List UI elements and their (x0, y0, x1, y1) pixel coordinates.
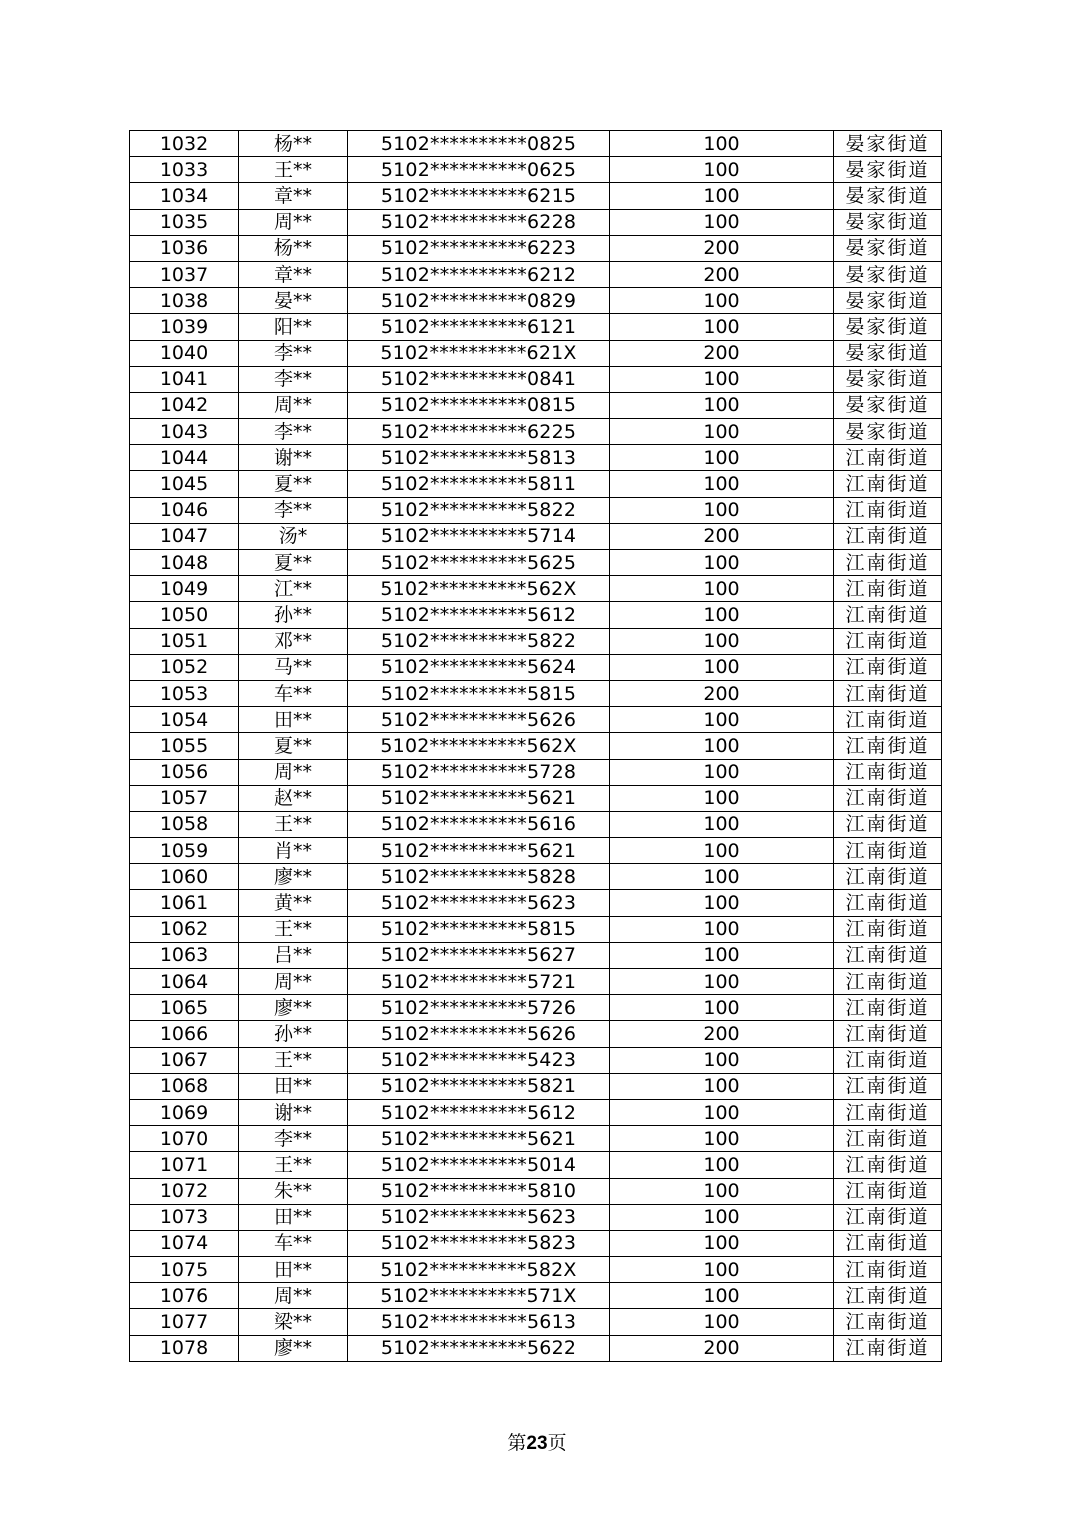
cell-id-number: 5102**********5621 (348, 785, 610, 811)
cell-street: 晏家街道 (834, 419, 942, 445)
cell-street: 江南街道 (834, 1335, 942, 1361)
table-row (130, 576, 942, 602)
cell-amount: 100 (610, 1178, 834, 1204)
table-row (130, 183, 942, 209)
cell-amount: 100 (610, 654, 834, 680)
cell-street: 江南街道 (834, 969, 942, 995)
cell-name: 周** (239, 759, 348, 785)
cell-seq: 1043 (130, 419, 239, 445)
cell-id-number: 5102**********5822 (348, 628, 610, 654)
table-row (130, 890, 942, 916)
cell-seq: 1050 (130, 602, 239, 628)
cell-id-number: 5102**********5423 (348, 1047, 610, 1073)
cell-id-number: 5102**********0625 (348, 157, 610, 183)
cell-seq: 1064 (130, 969, 239, 995)
cell-amount: 100 (610, 1073, 834, 1099)
cell-amount: 100 (610, 419, 834, 445)
cell-name: 杨** (239, 131, 348, 157)
cell-street: 江南街道 (834, 1283, 942, 1309)
cell-name: 田** (239, 1257, 348, 1283)
cell-street: 江南街道 (834, 1230, 942, 1256)
table-row (130, 445, 942, 471)
table-row (130, 1178, 942, 1204)
cell-amount: 100 (610, 811, 834, 837)
cell-id-number: 5102**********5616 (348, 811, 610, 837)
cell-amount: 200 (610, 340, 834, 366)
cell-seq: 1059 (130, 838, 239, 864)
cell-amount: 100 (610, 916, 834, 942)
cell-amount: 100 (610, 628, 834, 654)
cell-seq: 1034 (130, 183, 239, 209)
cell-seq: 1040 (130, 340, 239, 366)
cell-name: 王** (239, 811, 348, 837)
cell-id-number: 5102**********6228 (348, 209, 610, 235)
cell-name: 马** (239, 654, 348, 680)
cell-amount: 100 (610, 366, 834, 392)
table-row (130, 864, 942, 890)
cell-street: 晏家街道 (834, 131, 942, 157)
cell-name: 车** (239, 1230, 348, 1256)
table-row (130, 1047, 942, 1073)
table-row (130, 1126, 942, 1152)
cell-id-number: 5102**********5627 (348, 942, 610, 968)
cell-street: 江南街道 (834, 576, 942, 602)
cell-amount: 100 (610, 1283, 834, 1309)
cell-seq: 1041 (130, 366, 239, 392)
cell-id-number: 5102**********5623 (348, 890, 610, 916)
cell-amount: 100 (610, 131, 834, 157)
cell-street: 江南街道 (834, 1257, 942, 1283)
table-row (130, 1309, 942, 1335)
cell-seq: 1069 (130, 1099, 239, 1125)
cell-name: 李** (239, 1126, 348, 1152)
cell-amount: 200 (610, 235, 834, 261)
cell-seq: 1036 (130, 235, 239, 261)
cell-name: 廖** (239, 995, 348, 1021)
cell-seq: 1039 (130, 314, 239, 340)
cell-street: 江南街道 (834, 759, 942, 785)
cell-amount: 100 (610, 969, 834, 995)
cell-street: 江南街道 (834, 838, 942, 864)
table-row (130, 209, 942, 235)
cell-id-number: 5102**********5613 (348, 1309, 610, 1335)
cell-amount: 200 (610, 261, 834, 287)
cell-id-number: 5102**********0829 (348, 288, 610, 314)
table-row (130, 759, 942, 785)
cell-name: 谢** (239, 445, 348, 471)
cell-amount: 100 (610, 157, 834, 183)
cell-amount: 100 (610, 392, 834, 418)
table-row (130, 419, 942, 445)
cell-amount: 200 (610, 523, 834, 549)
table-row (130, 1152, 942, 1178)
cell-amount: 100 (610, 471, 834, 497)
cell-street: 晏家街道 (834, 183, 942, 209)
cell-id-number: 5102**********5626 (348, 707, 610, 733)
cell-street: 江南街道 (834, 942, 942, 968)
cell-seq: 1065 (130, 995, 239, 1021)
cell-seq: 1078 (130, 1335, 239, 1361)
cell-name: 汤* (239, 523, 348, 549)
page-number: 23 (526, 1433, 548, 1454)
cell-seq: 1045 (130, 471, 239, 497)
cell-id-number: 5102**********5728 (348, 759, 610, 785)
cell-name: 廖** (239, 1335, 348, 1361)
cell-amount: 100 (610, 497, 834, 523)
cell-seq: 1056 (130, 759, 239, 785)
cell-name: 夏** (239, 471, 348, 497)
cell-name: 梁** (239, 1309, 348, 1335)
table-row (130, 654, 942, 680)
table-row (130, 1021, 942, 1047)
cell-seq: 1074 (130, 1230, 239, 1256)
cell-seq: 1060 (130, 864, 239, 890)
cell-amount: 100 (610, 209, 834, 235)
cell-amount: 100 (610, 288, 834, 314)
cell-id-number: 5102**********5621 (348, 838, 610, 864)
cell-id-number: 5102**********5622 (348, 1335, 610, 1361)
cell-seq: 1063 (130, 942, 239, 968)
cell-amount: 100 (610, 550, 834, 576)
cell-amount: 100 (610, 576, 834, 602)
cell-id-number: 5102**********5623 (348, 1204, 610, 1230)
cell-street: 江南街道 (834, 1309, 942, 1335)
cell-name: 孙** (239, 602, 348, 628)
cell-street: 晏家街道 (834, 157, 942, 183)
cell-id-number: 5102**********5815 (348, 680, 610, 706)
cell-id-number: 5102**********5815 (348, 916, 610, 942)
cell-id-number: 5102**********582X (348, 1257, 610, 1283)
cell-name: 李** (239, 419, 348, 445)
cell-name: 夏** (239, 550, 348, 576)
cell-street: 晏家街道 (834, 288, 942, 314)
cell-id-number: 5102**********5823 (348, 1230, 610, 1256)
cell-amount: 100 (610, 733, 834, 759)
table-row (130, 314, 942, 340)
cell-street: 江南街道 (834, 1152, 942, 1178)
table-row (130, 550, 942, 576)
cell-seq: 1042 (130, 392, 239, 418)
cell-id-number: 5102**********5726 (348, 995, 610, 1021)
table-row (130, 157, 942, 183)
cell-name: 王** (239, 1152, 348, 1178)
cell-name: 王** (239, 1047, 348, 1073)
page-footer-suffix: 页 (547, 1432, 567, 1454)
cell-id-number: 5102**********6225 (348, 419, 610, 445)
table-row (130, 1099, 942, 1125)
cell-street: 江南街道 (834, 602, 942, 628)
cell-id-number: 5102**********5721 (348, 969, 610, 995)
cell-name: 周** (239, 392, 348, 418)
cell-id-number: 5102**********6121 (348, 314, 610, 340)
cell-amount: 100 (610, 942, 834, 968)
cell-street: 晏家街道 (834, 209, 942, 235)
cell-seq: 1053 (130, 680, 239, 706)
cell-name: 谢** (239, 1099, 348, 1125)
cell-name: 孙** (239, 1021, 348, 1047)
cell-id-number: 5102**********0841 (348, 366, 610, 392)
cell-seq: 1076 (130, 1283, 239, 1309)
cell-name: 廖** (239, 864, 348, 890)
cell-street: 江南街道 (834, 864, 942, 890)
table-row (130, 916, 942, 942)
cell-street: 江南街道 (834, 1204, 942, 1230)
cell-seq: 1051 (130, 628, 239, 654)
cell-id-number: 5102**********5626 (348, 1021, 610, 1047)
cell-id-number: 5102**********5014 (348, 1152, 610, 1178)
table-row (130, 1230, 942, 1256)
cell-street: 江南街道 (834, 1047, 942, 1073)
cell-id-number: 5102**********0825 (348, 131, 610, 157)
cell-street: 江南街道 (834, 1021, 942, 1047)
cell-amount: 100 (610, 838, 834, 864)
cell-seq: 1073 (130, 1204, 239, 1230)
cell-name: 周** (239, 1283, 348, 1309)
cell-id-number: 5102**********571X (348, 1283, 610, 1309)
cell-name: 王** (239, 916, 348, 942)
cell-name: 周** (239, 209, 348, 235)
cell-amount: 100 (610, 183, 834, 209)
cell-amount: 100 (610, 314, 834, 340)
roster-table-body (130, 131, 942, 1362)
cell-amount: 200 (610, 1335, 834, 1361)
cell-street: 江南街道 (834, 916, 942, 942)
cell-name: 黄** (239, 890, 348, 916)
table-row (130, 392, 942, 418)
cell-street: 江南街道 (834, 733, 942, 759)
table-row (130, 497, 942, 523)
cell-id-number: 5102**********562X (348, 576, 610, 602)
cell-name: 李** (239, 497, 348, 523)
cell-name: 车** (239, 680, 348, 706)
cell-seq: 1047 (130, 523, 239, 549)
cell-name: 王** (239, 157, 348, 183)
roster-table-container (129, 130, 942, 1362)
cell-street: 江南街道 (834, 445, 942, 471)
page-footer (0, 1428, 1074, 1455)
cell-id-number: 5102**********5612 (348, 1099, 610, 1125)
cell-amount: 200 (610, 680, 834, 706)
cell-seq: 1037 (130, 261, 239, 287)
table-row (130, 785, 942, 811)
table-row (130, 340, 942, 366)
cell-amount: 100 (610, 759, 834, 785)
cell-amount: 100 (610, 1047, 834, 1073)
cell-name: 阳** (239, 314, 348, 340)
table-row (130, 131, 942, 157)
cell-street: 江南街道 (834, 628, 942, 654)
cell-street: 晏家街道 (834, 392, 942, 418)
table-row (130, 838, 942, 864)
cell-street: 江南街道 (834, 497, 942, 523)
cell-id-number: 5102**********5612 (348, 602, 610, 628)
table-row (130, 628, 942, 654)
cell-amount: 100 (610, 864, 834, 890)
cell-street: 江南街道 (834, 1178, 942, 1204)
table-row (130, 366, 942, 392)
cell-street: 晏家街道 (834, 366, 942, 392)
cell-seq: 1046 (130, 497, 239, 523)
cell-id-number: 5102**********5822 (348, 497, 610, 523)
cell-amount: 100 (610, 707, 834, 733)
cell-seq: 1061 (130, 890, 239, 916)
cell-name: 肖** (239, 838, 348, 864)
cell-street: 晏家街道 (834, 235, 942, 261)
cell-seq: 1077 (130, 1309, 239, 1335)
table-row (130, 733, 942, 759)
cell-amount: 100 (610, 890, 834, 916)
cell-name: 李** (239, 340, 348, 366)
cell-street: 江南街道 (834, 523, 942, 549)
table-row (130, 969, 942, 995)
cell-seq: 1049 (130, 576, 239, 602)
roster-table (129, 130, 942, 1362)
table-row (130, 602, 942, 628)
cell-id-number: 5102**********5810 (348, 1178, 610, 1204)
table-row (130, 1283, 942, 1309)
cell-amount: 100 (610, 1309, 834, 1335)
cell-id-number: 5102**********0815 (348, 392, 610, 418)
cell-id-number: 5102**********5828 (348, 864, 610, 890)
cell-name: 田** (239, 707, 348, 733)
cell-seq: 1058 (130, 811, 239, 837)
cell-street: 江南街道 (834, 1126, 942, 1152)
cell-street: 晏家街道 (834, 261, 942, 287)
cell-id-number: 5102**********5811 (348, 471, 610, 497)
cell-seq: 1048 (130, 550, 239, 576)
cell-name: 田** (239, 1073, 348, 1099)
table-row (130, 471, 942, 497)
cell-amount: 100 (610, 602, 834, 628)
cell-seq: 1044 (130, 445, 239, 471)
page-footer-prefix: 第 (507, 1432, 527, 1454)
cell-seq: 1035 (130, 209, 239, 235)
cell-seq: 1072 (130, 1178, 239, 1204)
cell-street: 江南街道 (834, 995, 942, 1021)
cell-amount: 100 (610, 995, 834, 1021)
cell-street: 江南街道 (834, 1073, 942, 1099)
cell-street: 江南街道 (834, 1099, 942, 1125)
cell-street: 江南街道 (834, 680, 942, 706)
cell-amount: 100 (610, 785, 834, 811)
cell-street: 江南街道 (834, 707, 942, 733)
table-row (130, 261, 942, 287)
table-row (130, 1073, 942, 1099)
cell-name: 邓** (239, 628, 348, 654)
cell-id-number: 5102**********6215 (348, 183, 610, 209)
cell-name: 吕** (239, 942, 348, 968)
cell-name: 杨** (239, 235, 348, 261)
cell-amount: 100 (610, 1099, 834, 1125)
cell-id-number: 5102**********5624 (348, 654, 610, 680)
cell-street: 江南街道 (834, 550, 942, 576)
cell-street: 江南街道 (834, 654, 942, 680)
cell-amount: 200 (610, 1021, 834, 1047)
cell-id-number: 5102**********621X (348, 340, 610, 366)
cell-amount: 100 (610, 445, 834, 471)
table-row (130, 235, 942, 261)
cell-amount: 100 (610, 1152, 834, 1178)
cell-seq: 1071 (130, 1152, 239, 1178)
cell-street: 晏家街道 (834, 314, 942, 340)
cell-seq: 1068 (130, 1073, 239, 1099)
cell-name: 晏** (239, 288, 348, 314)
cell-id-number: 5102**********6223 (348, 235, 610, 261)
cell-id-number: 5102**********5625 (348, 550, 610, 576)
cell-id-number: 5102**********5621 (348, 1126, 610, 1152)
cell-seq: 1066 (130, 1021, 239, 1047)
cell-name: 李** (239, 366, 348, 392)
cell-name: 朱** (239, 1178, 348, 1204)
cell-name: 田** (239, 1204, 348, 1230)
cell-seq: 1070 (130, 1126, 239, 1152)
table-row (130, 1335, 942, 1361)
cell-name: 周** (239, 969, 348, 995)
cell-seq: 1054 (130, 707, 239, 733)
cell-street: 江南街道 (834, 811, 942, 837)
cell-seq: 1067 (130, 1047, 239, 1073)
table-row (130, 942, 942, 968)
cell-street: 江南街道 (834, 890, 942, 916)
table-row (130, 1257, 942, 1283)
cell-seq: 1038 (130, 288, 239, 314)
cell-id-number: 5102**********5714 (348, 523, 610, 549)
cell-id-number: 5102**********5821 (348, 1073, 610, 1099)
cell-amount: 100 (610, 1257, 834, 1283)
table-row (130, 1204, 942, 1230)
cell-seq: 1052 (130, 654, 239, 680)
cell-amount: 100 (610, 1204, 834, 1230)
cell-id-number: 5102**********6212 (348, 261, 610, 287)
cell-name: 章** (239, 261, 348, 287)
cell-id-number: 5102**********562X (348, 733, 610, 759)
cell-seq: 1055 (130, 733, 239, 759)
cell-street: 江南街道 (834, 785, 942, 811)
cell-id-number: 5102**********5813 (348, 445, 610, 471)
cell-name: 江** (239, 576, 348, 602)
cell-seq: 1057 (130, 785, 239, 811)
table-row (130, 995, 942, 1021)
cell-name: 赵** (239, 785, 348, 811)
cell-seq: 1032 (130, 131, 239, 157)
table-row (130, 523, 942, 549)
cell-street: 江南街道 (834, 471, 942, 497)
cell-seq: 1033 (130, 157, 239, 183)
table-row (130, 811, 942, 837)
table-row (130, 288, 942, 314)
table-row (130, 680, 942, 706)
cell-name: 章** (239, 183, 348, 209)
table-row (130, 707, 942, 733)
cell-amount: 100 (610, 1230, 834, 1256)
cell-seq: 1062 (130, 916, 239, 942)
cell-street: 晏家街道 (834, 340, 942, 366)
cell-seq: 1075 (130, 1257, 239, 1283)
cell-name: 夏** (239, 733, 348, 759)
cell-amount: 100 (610, 1126, 834, 1152)
